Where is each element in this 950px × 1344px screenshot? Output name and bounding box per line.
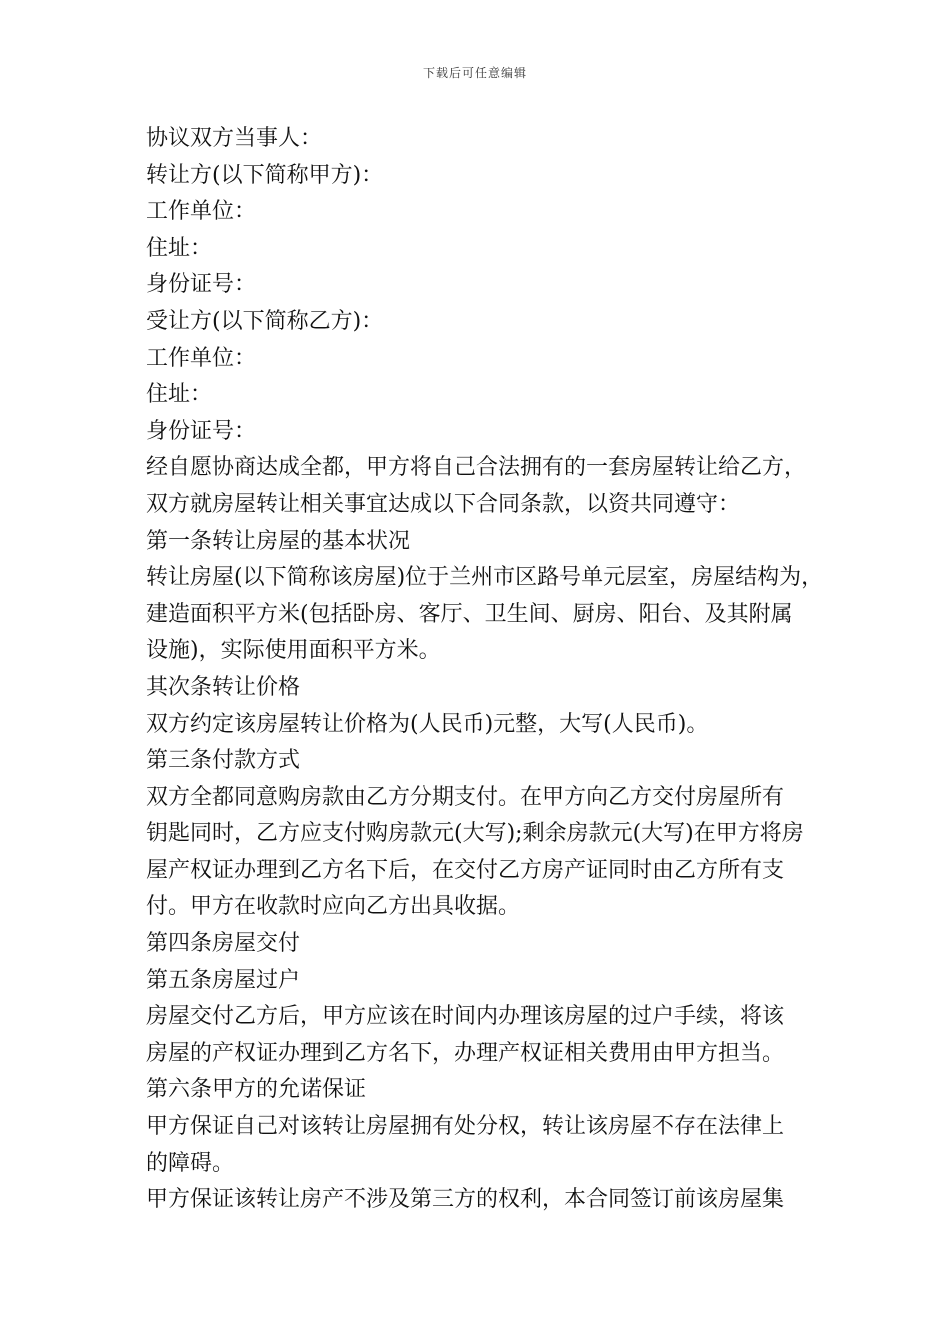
document-body xyxy=(146,121,824,1219)
text-line: 付。甲方在收款时应向乙方出具收据。 xyxy=(146,894,521,920)
section-heading: 其次条转让价格 xyxy=(146,674,301,700)
section-heading: 第四条房屋交付 xyxy=(146,931,301,957)
section-heading: 第三条付款方式 xyxy=(146,748,301,774)
text-line: 双方约定该房屋转让价格为(人民币)元整，大写(人民币)。 xyxy=(146,711,709,737)
text-line: 建造面积平方米(包括卧房、客厅、卫生间、厨房、阳台、及其附属 xyxy=(146,601,793,627)
text-line: 转让房屋(以下简称该房屋)位于兰州市区路号单元层室，房屋结构为， xyxy=(146,565,824,591)
text-line: 双方就房屋转让相关事宜达成以下合同条款，以资共同遵守： xyxy=(146,491,741,517)
section-heading: 第六条甲方的允诺保证 xyxy=(146,1077,367,1103)
text-line: 身份证号： xyxy=(146,272,257,298)
text-line: 设施)，实际使用面积平方米。 xyxy=(146,638,441,664)
text-line: 转让方(以下简称甲方)： xyxy=(146,162,384,188)
text-line: 工作单位： xyxy=(146,199,257,225)
text-line: 双方全都同意购房款由乙方分期支付。在甲方向乙方交付房屋所有 xyxy=(146,784,785,810)
text-line: 房屋交付乙方后，甲方应该在时间内办理该房屋的过户手续，将该 xyxy=(146,1004,785,1030)
header-note: 下载后可任意编辑 xyxy=(422,66,527,80)
section-heading: 第一条转让房屋的基本状况 xyxy=(146,528,411,554)
text-line: 屋产权证办理到乙方名下后，在交付乙方房产证同时由乙方所有支 xyxy=(146,857,785,883)
text-line: 工作单位： xyxy=(146,345,257,371)
text-line: 住址： xyxy=(146,235,213,261)
text-line: 身份证号： xyxy=(146,418,257,444)
text-line: 钥匙同时，乙方应支付购房款元(大写);剩余房款元(大写)在甲方将房 xyxy=(146,821,804,847)
text-line: 住址： xyxy=(146,382,213,408)
text-line: 房屋的产权证办理到乙方名下，办理产权证相关费用由甲方担当。 xyxy=(146,1040,785,1066)
text-line: 的障碍。 xyxy=(146,1150,235,1176)
text-line: 甲方保证自己对该转让房屋拥有处分权，转让该房屋不存在法律上 xyxy=(146,1114,785,1140)
text-line: 甲方保证该转让房产不涉及第三方的权利，本合同签订前该房屋集 xyxy=(146,1187,785,1213)
text-line: 受让方(以下简称乙方)： xyxy=(146,308,384,334)
text-line: 协议双方当事人： xyxy=(146,126,323,151)
text-line: 经自愿协商达成全都，甲方将自己合法拥有的一套房屋转让给乙方， xyxy=(146,455,807,481)
section-heading: 第五条房屋过户 xyxy=(146,967,301,993)
